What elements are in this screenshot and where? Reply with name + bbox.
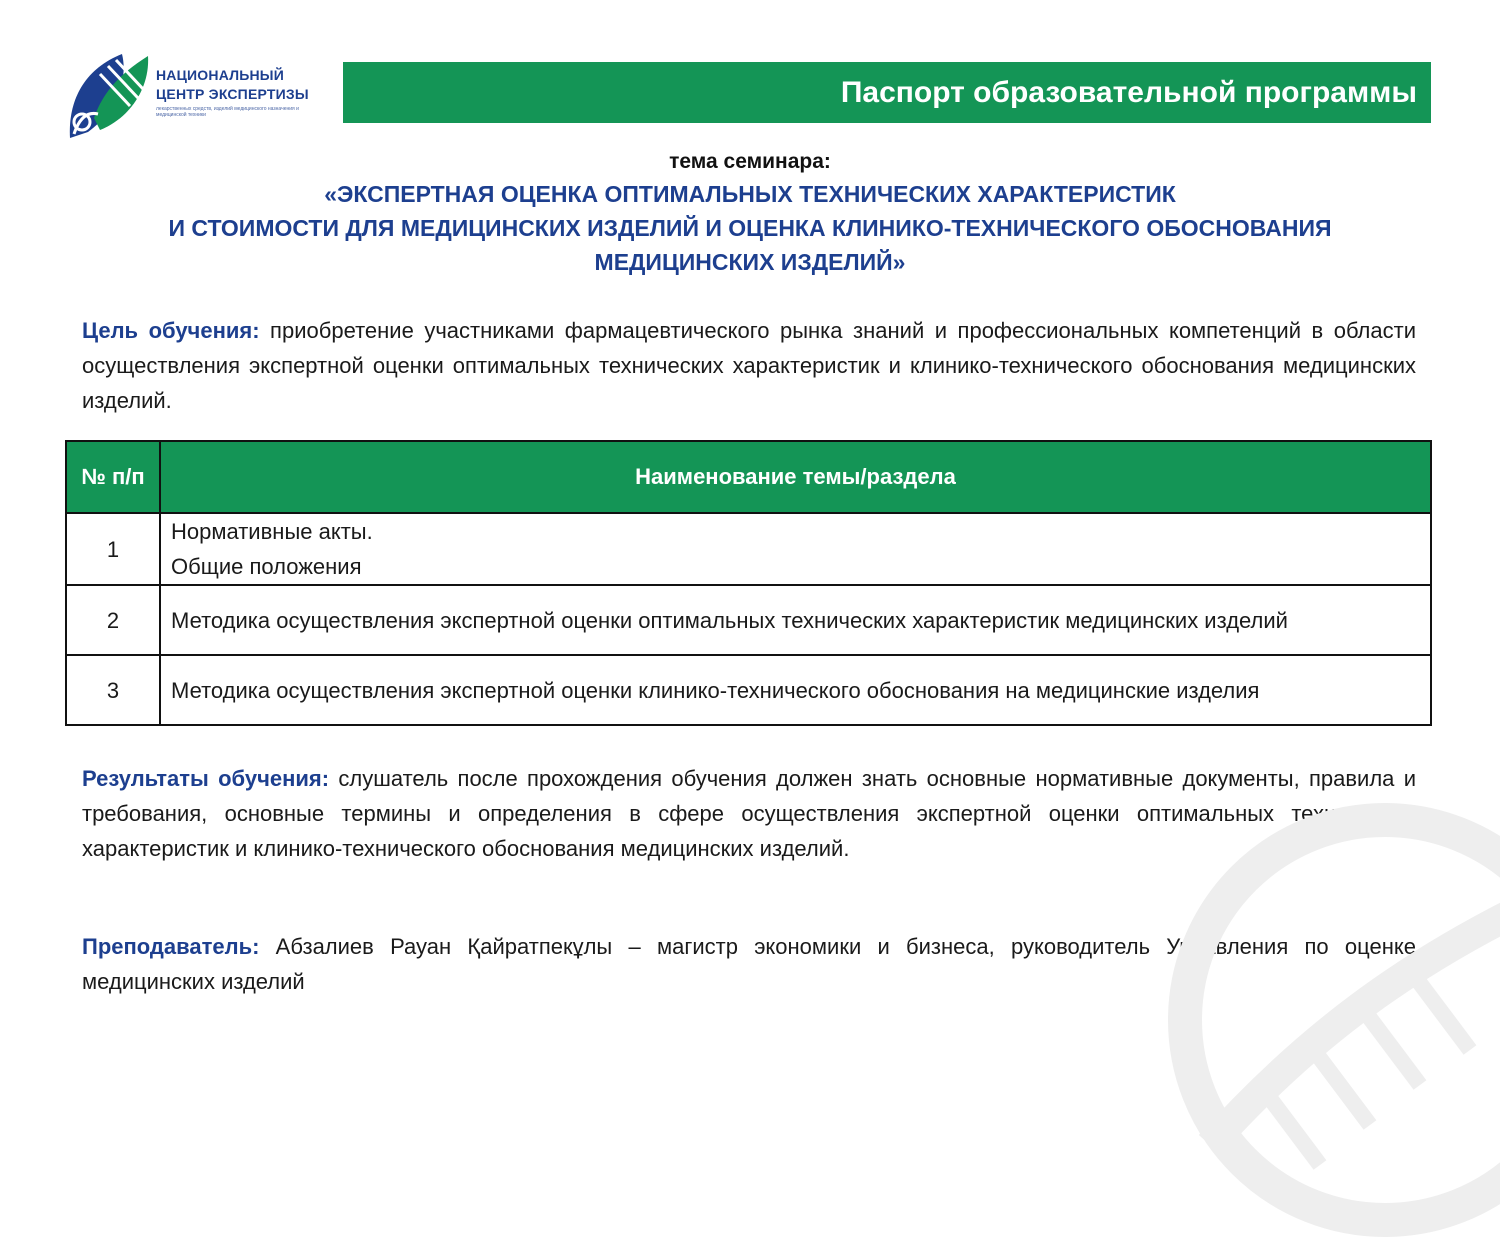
seminar-title-line: МЕДИЦИНСКИХ ИЗДЕЛИЙ» xyxy=(594,249,906,275)
seminar-title-line: «ЭКСПЕРТНАЯ ОЦЕНКА ОПТИМАЛЬНЫХ ТЕХНИЧЕСКИХ ХАРАКТЕРИСТИК xyxy=(324,181,1176,207)
learning-results-text: слушатель после прохождения обучения должен знать основные нормативные документы, правила и требования, основные термины и определения в сфере осуществления экспертной оценки оптимальных технических характеристик и клинико-технического обоснования медицинских изделий. xyxy=(82,766,1416,861)
learning-goal xyxy=(82,313,1416,418)
topics-table xyxy=(65,440,1432,726)
row-topic xyxy=(160,513,1431,585)
seminar-heading xyxy=(60,147,1440,279)
learning-results-label: Результаты обучения: xyxy=(82,766,330,791)
row-number: 2 xyxy=(66,585,160,655)
row-topic-line: Нормативные акты. xyxy=(171,519,373,544)
table-row xyxy=(66,513,1431,585)
logo-text xyxy=(156,66,309,118)
teacher-text: Абзалиев Рауан Қайратпекұлы – магистр экономики и бизнеса, руководитель Управления по оценке медицинских изделий xyxy=(82,934,1416,994)
learning-goal-text: приобретение участниками фармацевтического рынка знаний и профессиональных компетенций в области осуществления экспертной оценки оптимальных технических характеристик и клинико-технического обоснования медицинских изделий. xyxy=(82,318,1416,413)
logo-title-line1: НАЦИОНАЛЬНЫЙ xyxy=(156,67,284,83)
table-row xyxy=(66,585,1431,655)
header-topic-name: Наименование темы/раздела xyxy=(160,441,1431,513)
header-banner xyxy=(343,62,1431,123)
row-number: 3 xyxy=(66,655,160,725)
seminar-label: тема семинара: xyxy=(669,150,831,173)
row-topic-line: Общие положения xyxy=(171,554,362,579)
logo xyxy=(64,48,324,140)
row-topic: Методика осуществления экспертной оценки клинико-технического обоснования на медицинские изделия xyxy=(160,655,1431,725)
header-num: № п/п xyxy=(66,441,160,513)
table-header-row xyxy=(66,441,1431,513)
row-topic: Методика осуществления экспертной оценки оптимальных технических характеристик медицинских изделий xyxy=(160,585,1431,655)
page-title: Паспорт образовательной программы xyxy=(840,75,1417,109)
logo-title-line2: ЦЕНТР ЭКСПЕРТИЗЫ xyxy=(156,86,309,102)
row-number: 1 xyxy=(66,513,160,585)
teacher-label: Преподаватель: xyxy=(82,934,260,959)
dna-watermark-icon xyxy=(1150,785,1500,1255)
table-row xyxy=(66,655,1431,725)
logo-subtitle: лекарственных средств, изделий медицинского назначения и медицинской техники xyxy=(156,106,299,118)
seminar-title-line: И СТОИМОСТИ ДЛЯ МЕДИЦИНСКИХ ИЗДЕЛИЙ И ОЦЕНКА КЛИНИКО-ТЕХНИЧЕСКОГО ОБОСНОВАНИЯ xyxy=(168,215,1332,241)
logo-leaf-icon xyxy=(64,48,150,140)
learning-goal-label: Цель обучения: xyxy=(82,318,260,343)
